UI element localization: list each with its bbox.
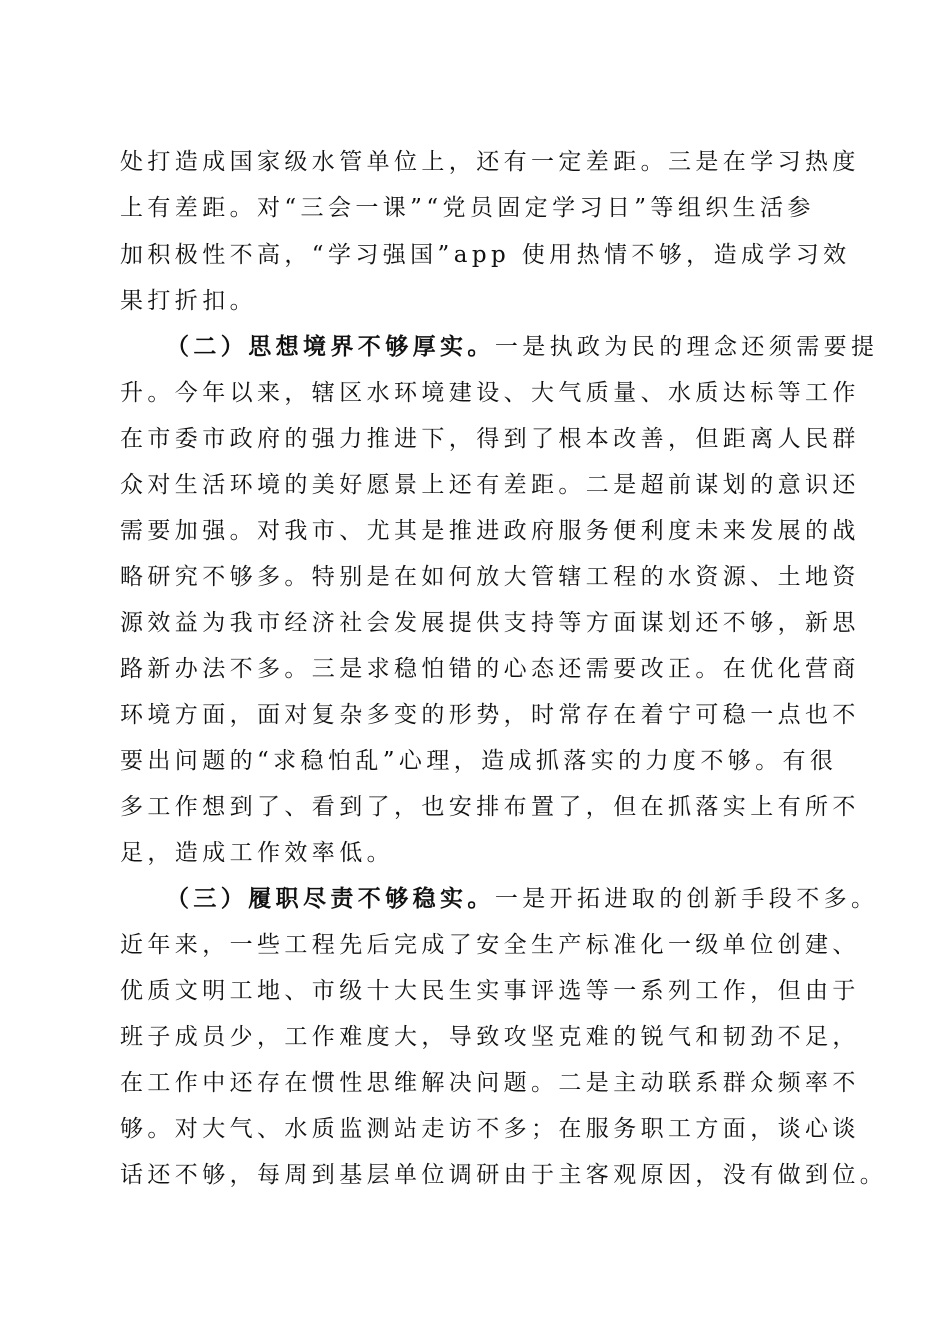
section-heading-3: （三）履职尽责不够稳实。	[166, 885, 495, 912]
text-line: 果打折扣。	[120, 288, 257, 314]
text-line: 一是开拓进取的创新手段不多。	[494, 886, 879, 912]
text-line: 略研究不够多。特别是在如何放大管辖工程的水资源、土地资	[120, 564, 860, 590]
text-line: 在工作中还存在惯性思维解决问题。二是主动联系群众频率不	[120, 1070, 860, 1096]
text-line: 在市委市政府的强力推进下，得到了根本改善，但距离人民群	[120, 426, 860, 452]
text-line: 上有差距。对“三会一课”“党员固定学习日”等组织生活参	[120, 195, 815, 221]
text-line: 升。今年以来，辖区水环境建设、大气质量、水质达标等工作	[120, 380, 860, 406]
text-line: 话还不够，每周到基层单位调研由于主客观原因，没有做到位。	[120, 1162, 888, 1188]
section-heading-2: （二）思想境界不够厚实。	[166, 333, 495, 360]
text-line: 需要加强。对我市、尤其是推进政府服务便利度未来发展的战	[120, 518, 860, 544]
text-line: 多工作想到了、看到了，也安排布置了，但在抓落实上有所不	[120, 794, 860, 820]
paragraph-2-first-line	[166, 332, 878, 362]
text-line: 处打造成国家级水管单位上，还有一定差距。三是在学习热度	[120, 149, 860, 175]
text-line: 加积极性不高，“学习强国”app 使用热情不够，造成学习效	[120, 242, 851, 268]
text-line: 路新办法不多。三是求稳怕错的心态还需要改正。在优化营商	[120, 656, 860, 682]
text-line: 环境方面，面对复杂多变的形势，时常存在着宁可稳一点也不	[120, 702, 860, 728]
paragraph-3-first-line	[166, 884, 878, 914]
text-line: 要出问题的“求稳怕乱”心理，造成抓落实的力度不够。有很	[120, 748, 838, 774]
text-line: 源效益为我市经济社会发展提供支持等方面谋划还不够，新思	[120, 610, 860, 636]
text-line: 众对生活环境的美好愿景上还有差距。二是超前谋划的意识还	[120, 472, 860, 498]
text-line: 班子成员少，工作难度大，导致攻坚克难的锐气和韧劲不足，	[120, 1024, 860, 1050]
text-line: 近年来，一些工程先后完成了安全生产标准化一级单位创建、	[120, 932, 860, 958]
text-line: 够。对大气、水质监测站走访不多；在服务职工方面，谈心谈	[120, 1116, 860, 1142]
text-line: 优质文明工地、市级十大民生实事评选等一系列工作，但由于	[120, 978, 860, 1004]
text-line: 足，造成工作效率低。	[120, 840, 394, 866]
text-line: 一是执政为民的理念还须需要提	[494, 334, 879, 360]
